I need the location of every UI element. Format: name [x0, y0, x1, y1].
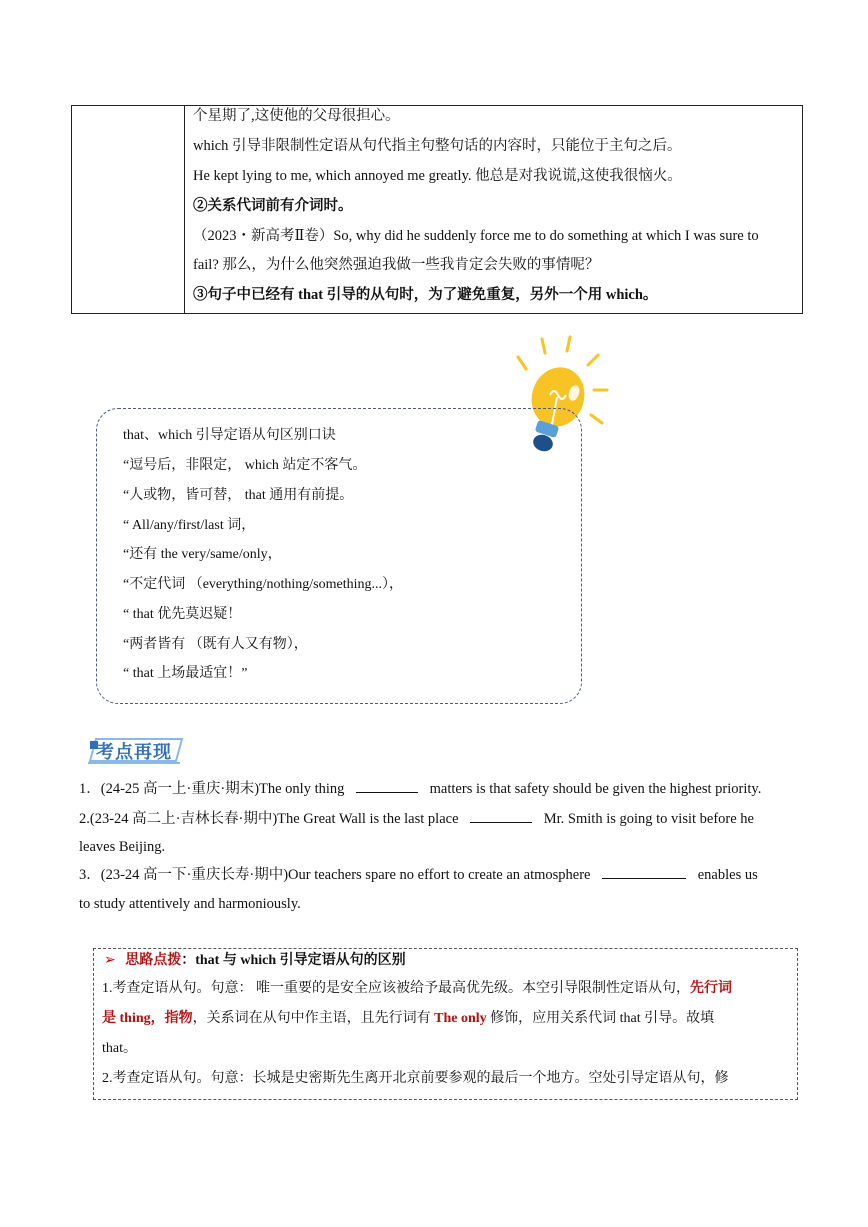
analysis-text: 修饰，应用关系代词 that 引导。故填	[486, 1011, 715, 1026]
question-3-cont: to study attentively and harmoniously.	[79, 896, 301, 912]
question-text: Mr. Smith is going to visit before he	[543, 811, 754, 827]
explanation-table	[71, 105, 803, 314]
question-text: 2.(23-24 高二上·吉林长春·期中)The Great Wall is the last place	[79, 811, 459, 827]
mnemonic-line: “人或物，皆可替， that 通用有前提。	[123, 488, 354, 503]
table-line: 个星期了,这使他的父母很担心。	[193, 108, 400, 124]
table-line: He kept lying to me, which annoyed me greatly. 他总是对我说谎,这使我很恼火。	[193, 168, 682, 184]
analysis-line	[102, 1009, 714, 1029]
analysis-emphasis: 是 thing，指物	[102, 1011, 193, 1026]
question-text: matters is that safety should be given the highest priority.	[429, 781, 762, 797]
answer-blank[interactable]	[602, 866, 686, 879]
mnemonic-line: “不定代词 （everything/nothing/something...），	[123, 577, 403, 592]
question-text: enables us	[697, 867, 758, 883]
mnemonic-box	[96, 408, 582, 704]
arrow-icon: ➢	[104, 953, 116, 968]
mnemonic-title: that、which 引导定语从句区别口诀	[123, 428, 336, 443]
mnemonic-line: “ All/any/first/last 词，	[123, 518, 256, 533]
analysis-label: 思路点拨	[125, 953, 182, 968]
mnemonic-line: “ that 优先莫迟疑！	[123, 607, 242, 622]
analysis-title: ：that 与 which 引导定语从句的区别	[181, 953, 406, 968]
table-rule-heading: ③句子中已经有 that 引导的从句时，为了避免重复，另外一个用 which。	[193, 287, 658, 303]
table-line: （2023・新高考Ⅱ卷）So, why did he suddenly force me to do something at which I was sure to	[193, 228, 759, 244]
mnemonic-line: “两者皆有 （既有人又有物），	[123, 637, 308, 652]
table-rule-heading: ②关系代词前有介词时。	[193, 198, 353, 214]
table-line: fail? 那么，为什么他突然强迫我做一些我肯定会失败的事情呢？	[193, 257, 600, 273]
analysis-box	[93, 948, 798, 1100]
analysis-line: that。	[102, 1041, 137, 1056]
question-text: 3．(23-24 高一下·重庆长寿·期中)Our teachers spare no effort to create an atmosphere	[79, 867, 591, 883]
question-3	[79, 864, 758, 886]
analysis-line: 2.考查定语从句。句意：长城是史密斯先生离开北京前要参观的最后一个地方。空处引导定语从句，修	[102, 1071, 729, 1086]
question-2	[79, 808, 754, 830]
table-column-divider	[184, 106, 185, 313]
answer-blank[interactable]	[470, 810, 532, 823]
analysis-emphasis: 先行词	[690, 981, 732, 996]
section-title: 考点再现	[96, 742, 172, 763]
table-line: which 引导非限制性定语从句代指主句整句话的内容时，只能位于主句之后。	[193, 138, 682, 154]
analysis-text: ，关系词在从句中作主语，且先行词有	[192, 1011, 435, 1026]
analysis-line	[102, 979, 732, 999]
mnemonic-line: “还有 the very/same/only，	[123, 547, 282, 562]
mnemonic-line: “逗号后，非限定， which 站定不客气。	[123, 458, 367, 473]
mnemonic-line: “ that 上场最适宜！”	[123, 666, 248, 681]
answer-blank[interactable]	[356, 780, 418, 793]
question-text: 1．(24-25 高一上·重庆·期末)The only thing	[79, 781, 345, 797]
question-2-cont: leaves Beijing.	[79, 839, 166, 855]
analysis-emphasis: The only	[434, 1011, 487, 1026]
analysis-heading	[104, 951, 406, 971]
question-1	[79, 778, 761, 800]
analysis-text: 1.考查定语从句。句意： 唯一重要的是安全应该被给予最高优先级。本空引导限制性定语从句，	[102, 981, 690, 996]
